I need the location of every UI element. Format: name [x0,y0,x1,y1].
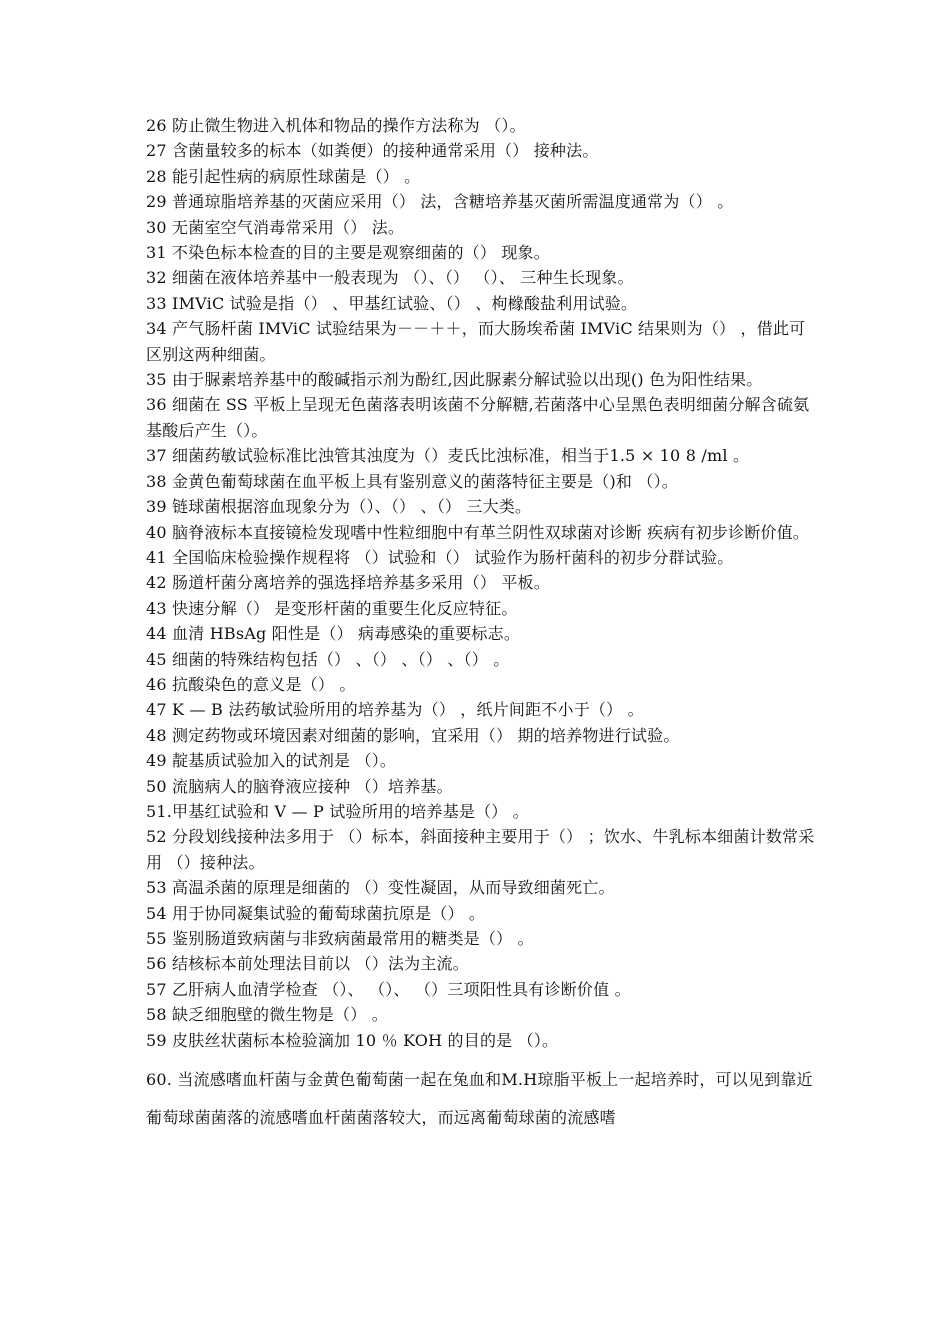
question-52: 52 分段划线接种法多用于 （）标本，斜面接种主要用于（） ；饮水、牛乳标本细菌计数常采用 （）接种法。 [146,827,815,872]
question-47: 47 K — B 法药敏试验所用的培养基为（） ，纸片间距不小于（） 。 [146,700,644,720]
question-60: 60. 当流感嗜血杆菌与金黄色葡萄菌一起在兔血和M.H琼脂平板上一起培养时，可以见到靠近葡萄球菌菌落的流感嗜血杆菌菌落较大，而远离葡萄球菌的流感嗜 [146,1070,813,1128]
question-57: 57 乙肝病人血清学检查 （）、 （）、 （）三项阳性具有诊断价值 。 [146,979,631,999]
question-37: 37 细菌药敏试验标准比浊管其浊度为（）麦氏比浊标准，相当于1.5 × 10 8 /ml 。 [146,446,750,466]
question-40: 40 脑脊液标本直接镜检发现嗜中性粒细胞中有革兰阴性双球菌对诊断 疾病有初步诊断价值。 [146,522,810,542]
question-34: 34 产气肠杆菌 IMViC 试验结果为－－＋＋，而大肠埃希菌 IMViC 结果则为（） ，借此可区别这两种细菌。 [146,319,806,364]
question-45: 45 细菌的特殊结构包括（） 、（） 、（） 、（） 。 [146,649,510,669]
question-49: 49 靛基质试验加入的试剂是 （）。 [146,751,397,771]
question-51: 51.甲基红试验和 V — P 试验所用的培养基是（） 。 [146,801,529,821]
question-31: 31 不染色标本检查的目的主要是观察细菌的（） 现象。 [146,243,550,263]
question-29: 29 普通琼脂培养基的灭菌应采用（） 法，含糖培养基灭菌所需温度通常为（） 。 [146,192,734,212]
question-26: 26 防止微生物进入机体和物品的操作方法称为 （）。 [146,116,526,135]
question-44: 44 血清 HBsAg 阳性是（） 病毒感染的重要标志。 [146,624,521,644]
question-43: 43 快速分解（） 是变形杆菌的重要生化反应特征。 [146,598,518,618]
question-56: 56 结核标本前处理法目前以 （）法为主流。 [146,954,469,974]
question-39: 39 链球菌根据溶血现象分为（）、（） 、（） 三大类。 [146,497,532,517]
question-36: 36 细菌在 SS 平板上呈现无色菌落表明该菌不分解糖,若菌落中心呈黑色表明细菌分解含硫氨基酸后产生（）。 [146,395,810,440]
question-38: 38 金黄色葡萄球菌在血平板上具有鉴别意义的菌落特征主要是（)和 （）。 [146,471,678,491]
question-30: 30 无菌室空气消毒常采用（） 法。 [146,217,405,237]
question-42: 42 肠道杆菌分离培养的强选择培养基多采用（） 平板。 [146,573,550,593]
question-59: 59 皮肤丝状菌标本检验滴加 10 ％ KOH 的目的是 （）。 [146,1030,559,1050]
question-55: 55 鉴别肠道致病菌与非致病菌最常用的糖类是（） 。 [146,929,534,948]
question-48: 48 测定药物或环境因素对细菌的影响，宜采用（） 期的培养物进行试验。 [146,725,680,745]
question-list [146,113,818,1137]
question-54: 54 用于协同凝集试验的葡萄球菌抗原是（） 。 [146,903,486,923]
question-35: 35 由于脲素培养基中的酸碱指示剂为酚红,因此脲素分解试验以出现() 色为阳性结果。 [146,370,763,390]
question-28: 28 能引起性病的病原性球菌是（） 。 [146,166,421,186]
question-27: 27 含菌量较多的标本（如粪便）的接种通常采用（） 接种法。 [146,141,599,161]
question-41: 41 全国临床检验操作规程将 （）试验和（） 试验作为肠杆菌科的初步分群试验。 [146,547,734,567]
question-53: 53 高温杀菌的原理是细菌的 （）变性凝固，从而导致细菌死亡。 [146,878,615,898]
question-46: 46 抗酸染色的意义是（） 。 [146,674,356,694]
question-58: 58 缺乏细胞壁的微生物是（） 。 [146,1005,388,1025]
question-33: 33 IMViC 试验是指（） 、甲基红试验、（） 、枸橼酸盐利用试验。 [146,293,638,313]
question-32: 32 细菌在液体培养基中一般表现为 （）、（） （）、 三种生长现象。 [146,268,634,288]
question-50: 50 流脑病人的脑脊液应接种 （）培养基。 [146,776,453,796]
